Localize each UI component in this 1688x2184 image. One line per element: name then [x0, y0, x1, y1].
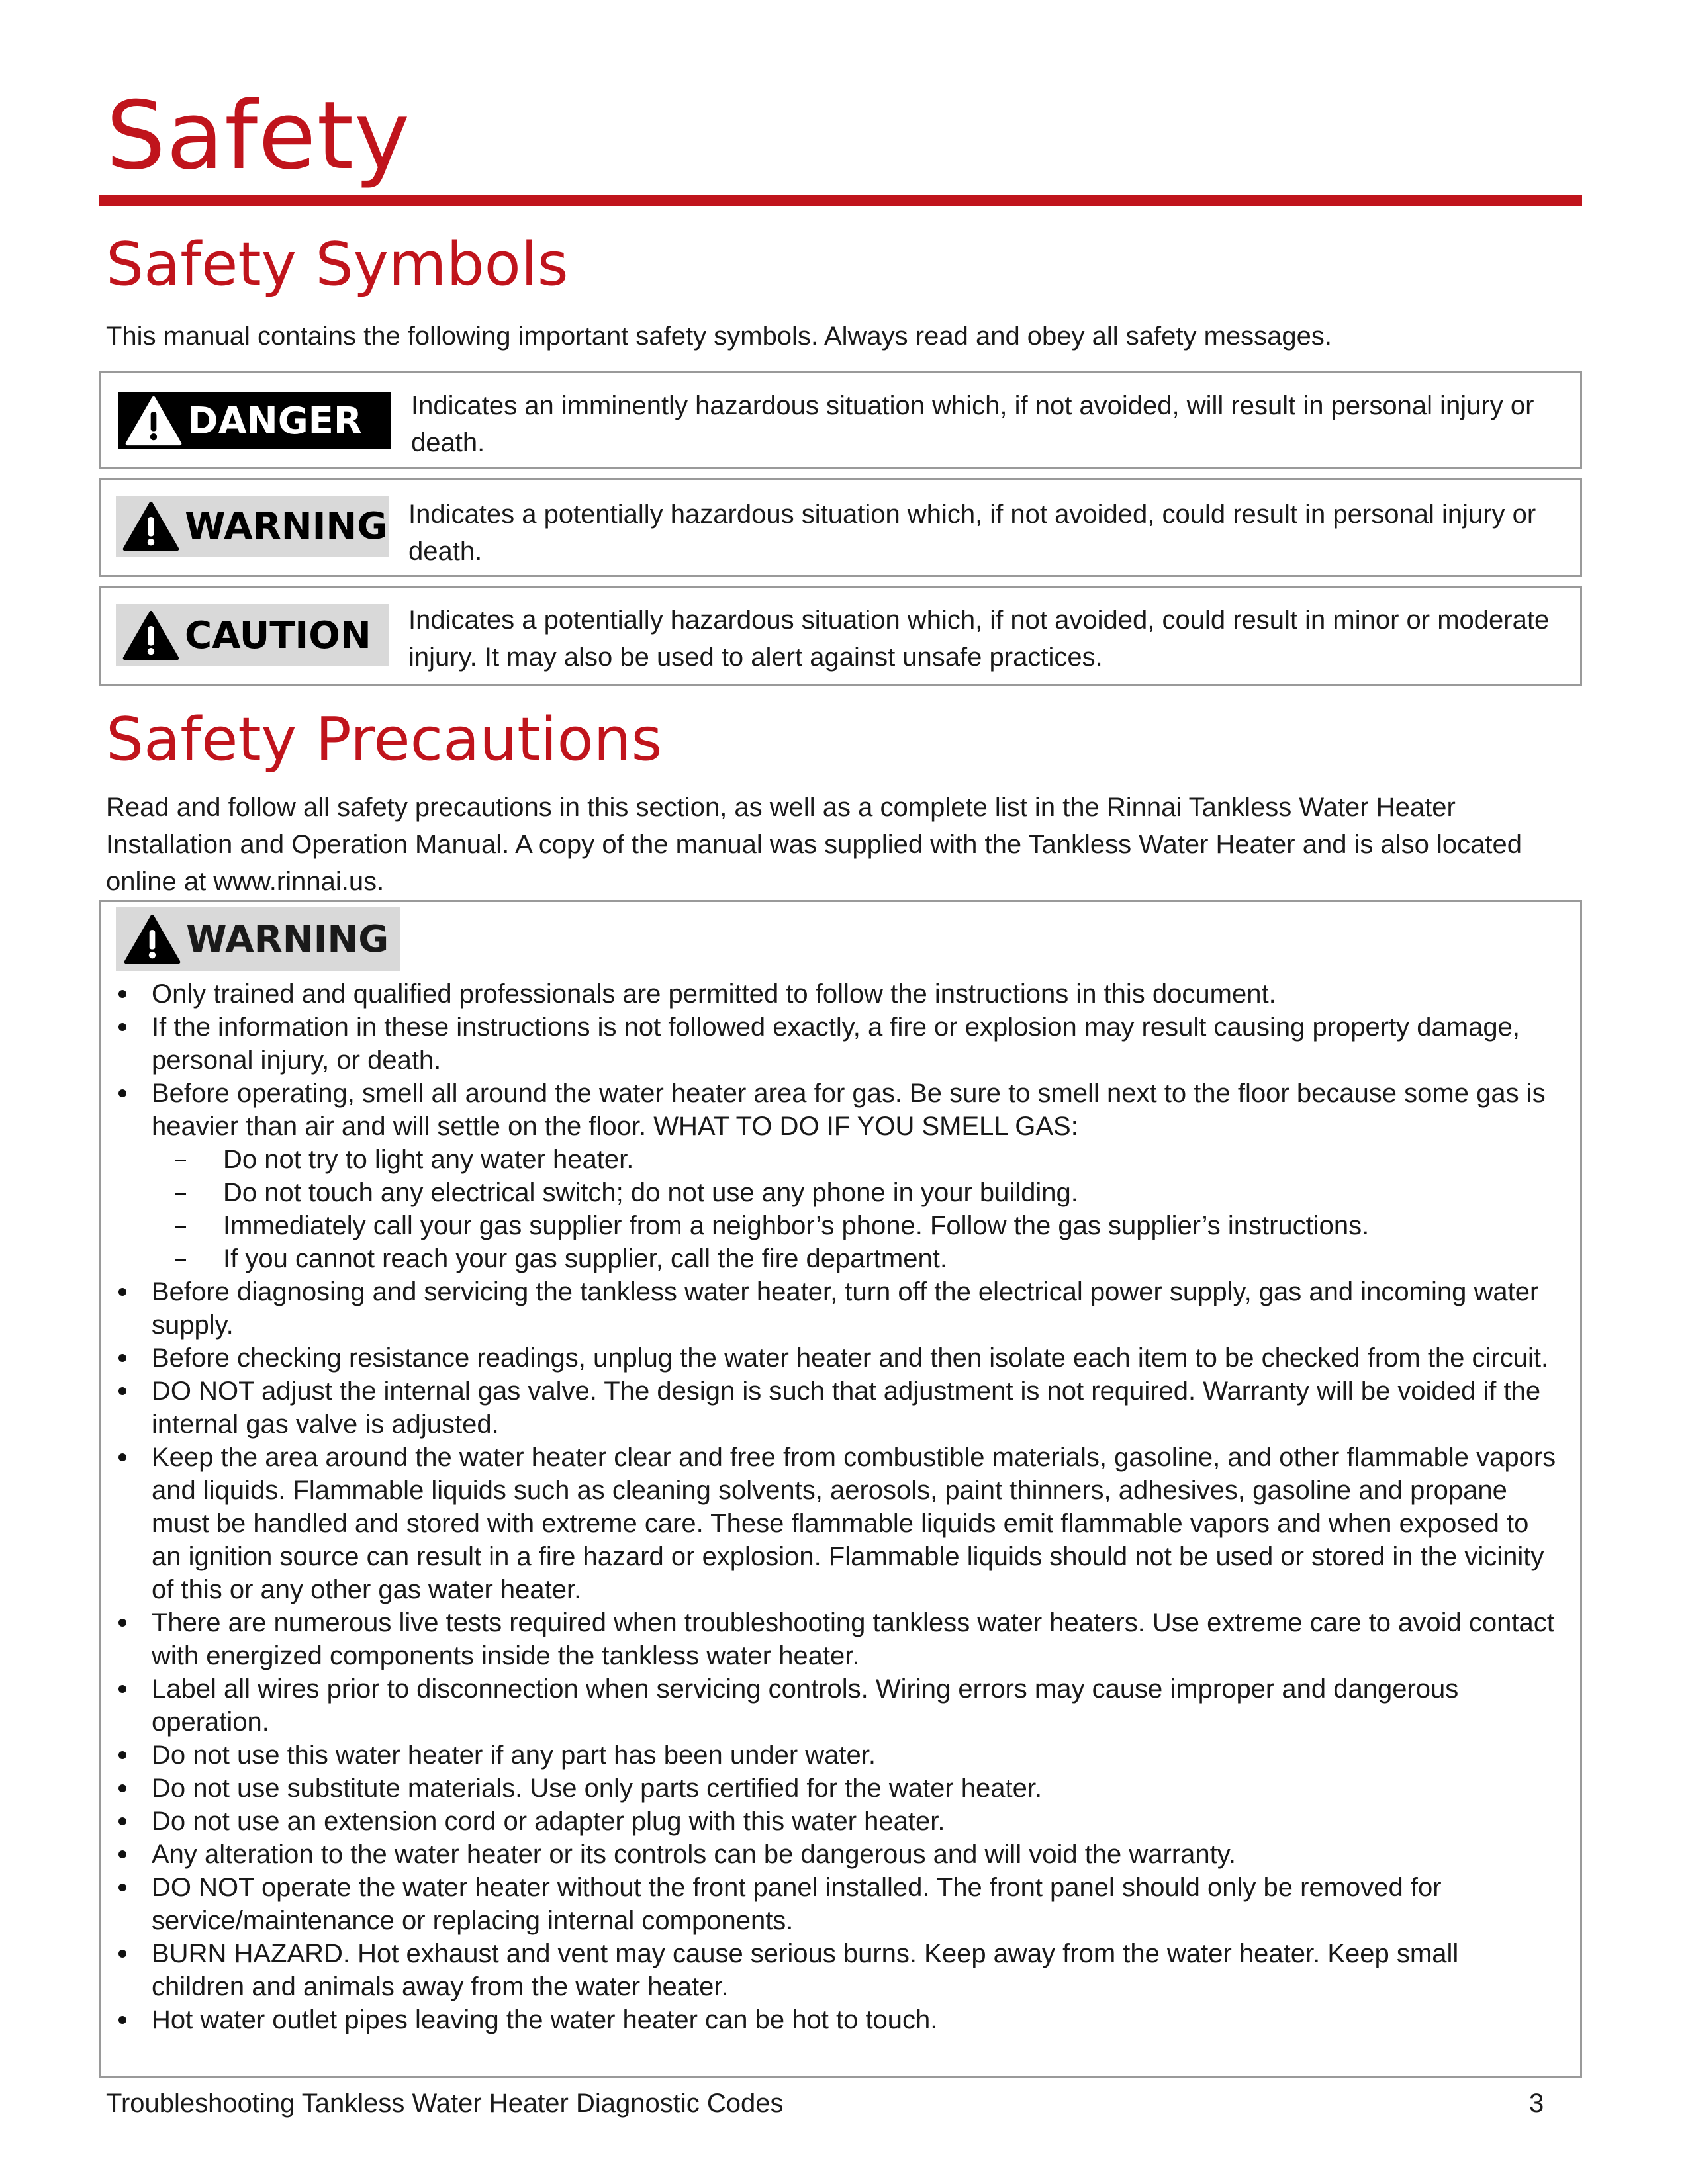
- caution-description: Indicates a potentially hazardous situation which, if not avoided, could result in minor or moderate injury. It may also be used to alert against unsafe practices.: [408, 606, 1550, 672]
- list-item: DO NOT operate the water heater without the front panel installed. The front panel should only be removed for service/maintenance or replacing internal components.: [101, 1871, 1558, 1937]
- list-item: Do not use substitute materials. Use only parts certified for the water heater.: [101, 1772, 1558, 1805]
- danger-badge: [118, 392, 391, 449]
- precautions-warning-label: WARNING: [186, 917, 389, 961]
- list-item: Keep the area around the water heater clear and free from combustible materials, gasoline, and other flammable vapors and liquids. Flammable liquids such as cleaning solvents, aerosols, paint thinners, adhesives, gasoline and propane must be handled and stored with extreme care. These flammable liquids emit flammable vapors and when exposed to an ignition source can result in a fire hazard or explosion. Flammable liquids should not be used or stored in the vicinity of this or any other gas water heater.: [101, 1441, 1558, 1606]
- list-item: Any alteration to the water heater or its controls can be dangerous and will void the warranty.: [101, 1838, 1558, 1871]
- warning-description: Indicates a potentially hazardous situation which, if not avoided, could result in personal injury or death.: [408, 500, 1536, 566]
- sub-list-item: Do not try to light any water heater.: [152, 1143, 1558, 1176]
- danger-description: Indicates an imminently hazardous situation which, if not avoided, will result in personal injury or death.: [411, 391, 1534, 457]
- caution-label: CAUTION: [185, 614, 371, 657]
- warning-triangle-icon: [122, 914, 182, 964]
- safety-symbols-heading: Safety Symbols: [106, 230, 569, 299]
- list-item: DO NOT adjust the internal gas valve. The design is such that adjustment is not required. Warranty will be voided if the internal gas valve is adjusted.: [101, 1375, 1558, 1441]
- gas-steps-list: [152, 1143, 1558, 1275]
- warning-symbol-box: [99, 478, 1582, 577]
- caution-symbol-box: [99, 586, 1582, 686]
- safety-precautions-heading: Safety Precautions: [106, 705, 663, 774]
- page-title: Safety: [106, 81, 411, 191]
- list-item: There are numerous live tests required when troubleshooting tankless water heaters. Use extreme care to avoid contact with energized components inside the tankless water heater.: [101, 1606, 1558, 1672]
- caution-badge: [116, 604, 389, 666]
- warning-triangle-icon: [124, 396, 183, 446]
- page-number: 3: [1529, 2089, 1544, 2118]
- sub-list-item: Immediately call your gas supplier from a neighbor’s phone. Follow the gas supplier’s instructions.: [152, 1209, 1558, 1242]
- danger-label: DANGER: [187, 399, 363, 443]
- safety-precautions-intro: Read and follow all safety precautions in this section, as well as a complete list in the Rinnai Tankless Water Heater Installation and Operation Manual. A copy of the manual was supplied with the Tankless Water Heater and is also located online at www.rinnai.us.: [106, 793, 1523, 896]
- warning-label: WARNING: [185, 504, 388, 548]
- warning-triangle-icon: [121, 610, 181, 660]
- precautions-warning-badge: [116, 907, 400, 971]
- list-item: Only trained and qualified professionals are permitted to follow the instructions in this document.: [101, 978, 1558, 1011]
- safety-symbols-intro: This manual contains the following important safety symbols. Always read and obey all safety messages.: [106, 322, 1333, 351]
- warning-badge: [116, 496, 389, 557]
- precautions-warning-box: [99, 900, 1582, 2078]
- list-item: Hot water outlet pipes leaving the water heater can be hot to touch.: [101, 2003, 1558, 2036]
- list-item: Before checking resistance readings, unplug the water heater and then isolate each item to be checked from the circuit.: [101, 1342, 1558, 1375]
- sub-list-item: Do not touch any electrical switch; do not use any phone in your building.: [152, 1176, 1558, 1209]
- list-item: Do not use an extension cord or adapter plug with this water heater.: [101, 1805, 1558, 1838]
- list-item: Do not use this water heater if any part has been under water.: [101, 1739, 1558, 1772]
- list-item: Before diagnosing and servicing the tankless water heater, turn off the electrical power supply, gas and incoming water supply.: [101, 1275, 1558, 1342]
- sub-list-item: If you cannot reach your gas supplier, call the fire department.: [152, 1242, 1558, 1275]
- list-item: If the information in these instructions is not followed exactly, a fire or explosion may result causing property damage, personal injury, or death.: [101, 1011, 1558, 1077]
- title-divider: [99, 195, 1582, 206]
- list-item-text: Before operating, smell all around the water heater area for gas. Be sure to smell next to the floor because some gas is heavier than air and will settle on the floor. WHAT TO DO IF YOU SMELL GAS:: [152, 1079, 1546, 1141]
- list-item: BURN HAZARD. Hot exhaust and vent may cause serious burns. Keep away from the water heater. Keep small children and animals away from the water heater.: [101, 1937, 1558, 2003]
- list-item: Label all wires prior to disconnection when servicing controls. Wiring errors may cause improper and dangerous operation.: [101, 1672, 1558, 1739]
- warning-triangle-icon: [121, 501, 181, 551]
- footer-title: Troubleshooting Tankless Water Heater Diagnostic Codes: [106, 2089, 784, 2118]
- precautions-list: [101, 978, 1558, 2036]
- list-item-gas-smell: [101, 1077, 1558, 1275]
- danger-symbol-box: [99, 371, 1582, 469]
